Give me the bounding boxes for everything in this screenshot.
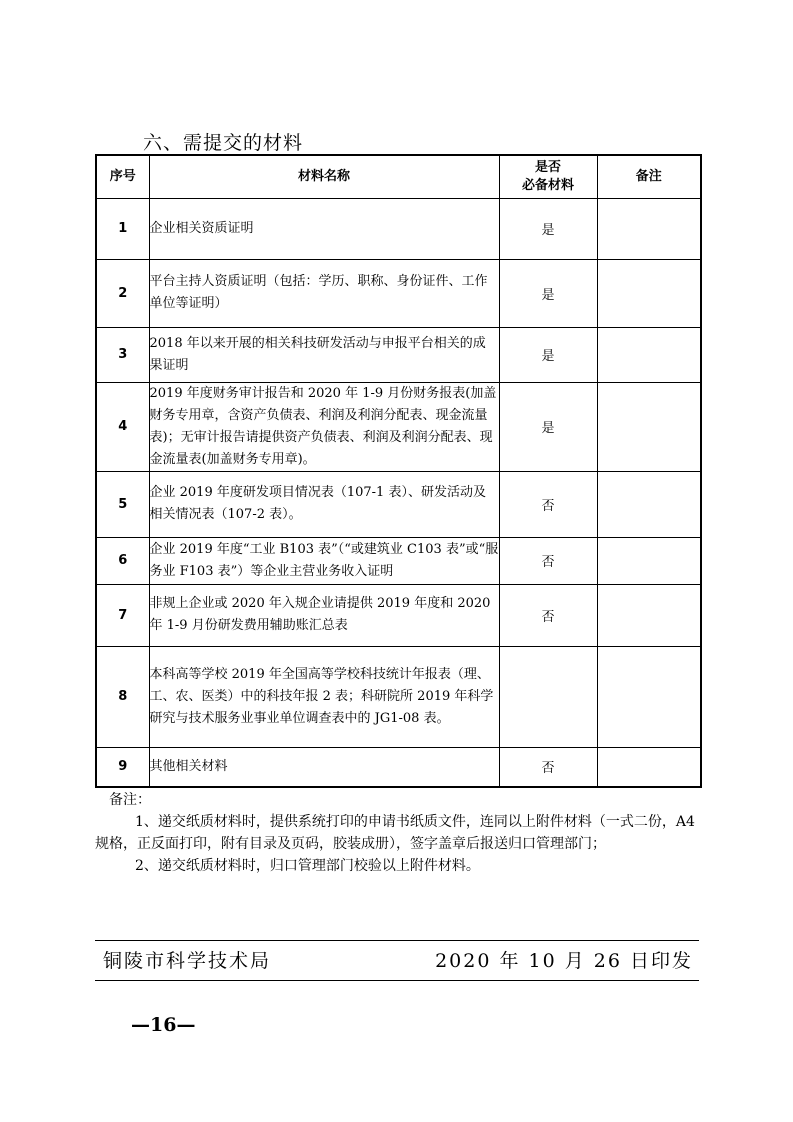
row-name: 本科高等学校 2019 年全国高等学校科技统计年报表（理、工、农、医类）中的科技年报 2 表；科研院所 2019 年科学研究与技术服务业事业单位调查表中的 JG1-08 表。 (149, 646, 499, 747)
table-header-row (96, 155, 701, 198)
row-no: 6 (96, 537, 149, 584)
row-required: 是 (499, 327, 597, 382)
materials-table (95, 154, 702, 788)
row-required: 否 (499, 584, 597, 646)
row-required: 是 (499, 382, 597, 471)
row-no: 4 (96, 382, 149, 471)
row-remark (597, 327, 701, 382)
row-remark (597, 537, 701, 584)
row-no: 5 (96, 471, 149, 537)
table-row (96, 198, 701, 259)
header-remark: 备注 (597, 155, 701, 198)
table-row (96, 259, 701, 327)
footer-date: 2020 年 10 月 26 日印发 (435, 950, 693, 972)
table-row (96, 747, 701, 787)
row-no: 1 (96, 198, 149, 259)
row-remark (597, 198, 701, 259)
row-no: 8 (96, 646, 149, 747)
row-remark (597, 471, 701, 537)
row-name: 企业相关资质证明 (149, 198, 499, 259)
row-required: 否 (499, 747, 597, 787)
table-row (96, 327, 701, 382)
row-no: 3 (96, 327, 149, 382)
row-name: 非规上企业或 2020 年入规企业请提供 2019 年度和 2020 年 1-9 月份研发费用辅助账汇总表 (149, 584, 499, 646)
footer-bottom-rule (95, 980, 699, 981)
row-no: 7 (96, 584, 149, 646)
row-remark (597, 646, 701, 747)
row-name: 企业 2019 年度“工业 B103 表”（“或建筑业 C103 表”或“服务业 F103 表”）等企业主营业务收入证明 (149, 537, 499, 584)
row-name: 2019 年度财务审计报告和 2020 年 1-9 月份财务报表(加盖财务专用章，含资产负债表、利润及利润分配表、现金流量表)；无审计报告请提供资产负债表、利润及利润分配表、现金流量表(加盖财务专用章)。 (149, 382, 499, 471)
row-no: 9 (96, 747, 149, 787)
table-row (96, 537, 701, 584)
header-name: 材料名称 (149, 155, 499, 198)
table-row (96, 471, 701, 537)
notes-section (95, 789, 695, 877)
page-number: —16— (131, 1014, 196, 1036)
row-name: 2018 年以来开展的相关科技研发活动与申报平台相关的成果证明 (149, 327, 499, 382)
row-name: 其他相关材料 (149, 747, 499, 787)
footer-top-rule (95, 940, 699, 941)
table-row (96, 584, 701, 646)
table-row (96, 382, 701, 471)
row-no: 2 (96, 259, 149, 327)
notes-label: 备注： (109, 792, 151, 808)
row-name: 平台主持人资质证明（包括：学历、职称、身份证件、工作单位等证明） (149, 259, 499, 327)
note-item: 1、递交纸质材料时，提供系统打印的申请书纸质文件，连同以上附件材料（一式二份，A4 规格，正反面打印，附有目录及页码，胶装成册），签字盖章后报送归口管理部门； (95, 814, 695, 852)
footer-issuer: 铜陵市科学技术局 (103, 950, 272, 972)
row-remark (597, 259, 701, 327)
row-required: 否 (499, 471, 597, 537)
row-required: 否 (499, 537, 597, 584)
header-no: 序号 (96, 155, 149, 198)
row-name: 企业 2019 年度研发项目情况表（107-1 表）、研发活动及相关情况表（107-2 表）。 (149, 471, 499, 537)
table-row (96, 646, 701, 747)
row-remark (597, 584, 701, 646)
row-required: 是 (499, 198, 597, 259)
row-remark (597, 747, 701, 787)
row-remark (597, 382, 701, 471)
row-required: 是 (499, 259, 597, 327)
section-title: 六、需提交的材料 (143, 132, 304, 154)
header-required: 是否 必备材料 (499, 155, 597, 198)
note-item: 2、递交纸质材料时，归口管理部门校验以上附件材料。 (135, 858, 480, 874)
row-required (499, 646, 597, 747)
